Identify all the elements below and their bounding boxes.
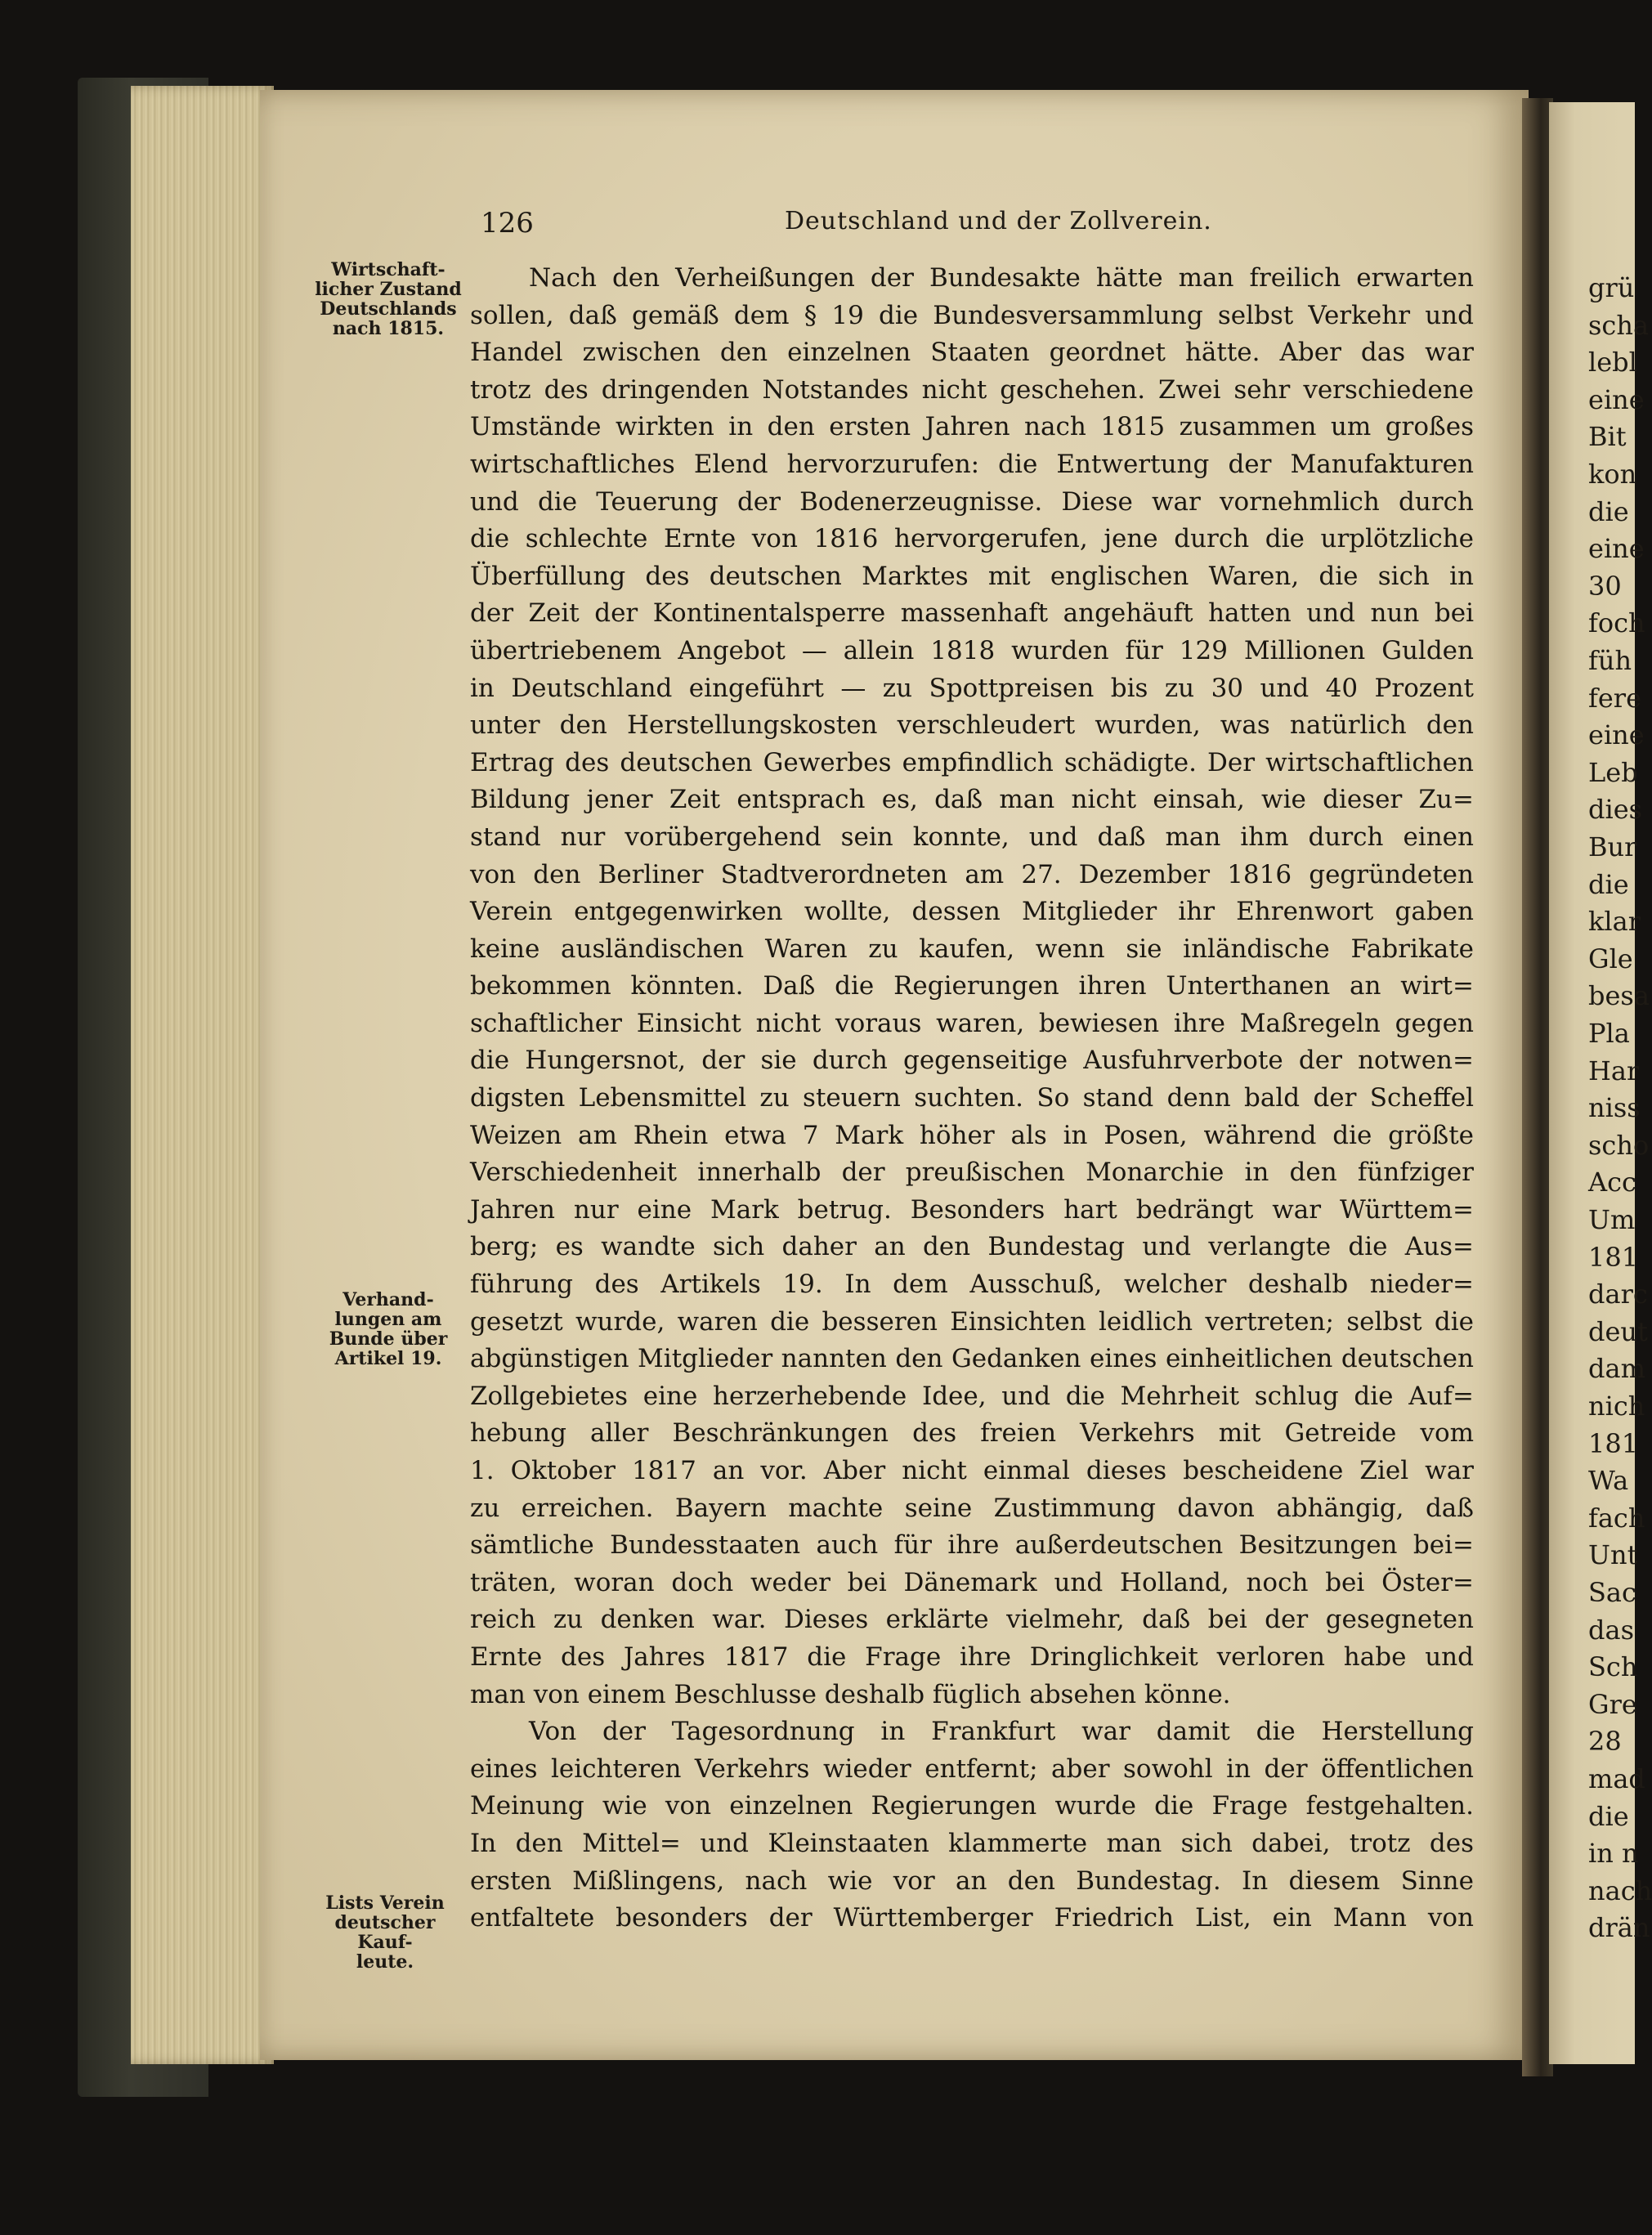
body-line: Ertrag des deutschen Gewerbes empfindlich schädigte. Der wirtschaftlichen xyxy=(470,747,1474,777)
next-page-fragment: dies xyxy=(1588,794,1643,826)
sidenote-text: Wirtschaft- licher Zustand Deutschlands nach 1815. xyxy=(315,259,462,339)
next-page-fragment: Bit xyxy=(1588,421,1627,453)
next-page-fragment: deut xyxy=(1588,1315,1648,1347)
body-line: entfaltete besonders der Württemberger Friedrich List, ein Mann von xyxy=(470,1903,1474,1933)
body-line: Jahren nur eine Mark betrug. Besonders hart bedrängt war Württem= xyxy=(470,1194,1474,1225)
running-head: Deutschland und der Zollverein. xyxy=(785,207,1212,235)
body-line: reich zu denken war. Dieses erklärte vielmehr, daß bei der gesegneten xyxy=(470,1605,1474,1635)
body-line: stand nur vorübergehend sein konnte, und daß man ihm durch einen xyxy=(470,822,1474,852)
next-page-fragment: Sac xyxy=(1588,1577,1636,1608)
next-page-fragment: besa xyxy=(1588,980,1650,1012)
body-line: unter den Herstellungskosten verschleudert wurden, was natürlich den xyxy=(470,710,1474,741)
next-page-fragment: scha xyxy=(1588,309,1650,341)
body-line: Nach den Verheißungen der Bundesakte hätte man freilich erwarten xyxy=(529,263,1474,293)
next-page-fragment: drän xyxy=(1588,1912,1650,1944)
body-line: keine ausländischen Waren zu kaufen, wenn sie inländische Fabrikate xyxy=(470,934,1474,964)
body-line: berg; es wandte sich daher an den Bundestag und verlangte die Aus= xyxy=(470,1232,1474,1262)
next-page-fragment: darc xyxy=(1588,1279,1648,1310)
body-line: Von der Tagesordnung in Frankfurt war damit die Herstellung xyxy=(529,1717,1474,1747)
next-page-fragment: 181 xyxy=(1588,1427,1639,1459)
sidenote-text: Verhand- lungen am Bunde über Artikel 19. xyxy=(329,1289,448,1369)
body-line: bekommen könnten. Daß die Regierungen ihren Unterthanen an wirt= xyxy=(470,971,1474,1001)
next-page-fragment: nich xyxy=(1588,1391,1645,1422)
body-line: träten, woran doch weder bei Dänemark und Holland, noch bei Öster= xyxy=(470,1567,1474,1597)
page-number: 126 xyxy=(481,207,534,240)
body-line: Weizen am Rhein etwa 7 Mark höher als in Posen, während die größte xyxy=(470,1120,1474,1150)
body-line: der Zeit der Kontinentalsperre massenhaft angehäuft hatten und nun bei xyxy=(470,598,1474,629)
body-line: sollen, daß gemäß dem § 19 die Bundesversammlung selbst Verkehr und xyxy=(470,300,1474,330)
next-page-fragment: die xyxy=(1588,495,1629,527)
next-page-fragment: niss xyxy=(1588,1092,1641,1124)
body-line: ersten Mißlingens, nach wie vor an den Bundestag. In diesem Sinne xyxy=(470,1865,1474,1896)
body-line: trotz des dringenden Notstandes nicht geschehen. Zwei sehr verschiedene xyxy=(470,374,1474,405)
next-page-fragment: eine xyxy=(1588,533,1645,565)
next-page-edge xyxy=(1549,102,1652,2064)
body-line: Handel zwischen den einzelnen Staaten geordnet hätte. Aber das war xyxy=(470,338,1474,368)
body-line: und die Teuerung der Bodenerzeugnisse. Diese war vornehmlich durch xyxy=(470,486,1474,517)
next-page-fragment: nach xyxy=(1588,1874,1652,1906)
body-line: eines leichteren Verkehrs wieder entfernt; aber sowohl in der öffentlichen xyxy=(470,1754,1474,1784)
next-page-fragment: das xyxy=(1588,1614,1634,1646)
next-page-fragment: Leb xyxy=(1588,756,1638,788)
body-line: man von einem Beschlusse deshalb füglich absehen könne. xyxy=(470,1679,1231,1709)
next-page-fragment: Sch xyxy=(1588,1651,1638,1683)
next-page-fragment: Unt xyxy=(1588,1539,1638,1571)
body-line: schaftlicher Einsicht nicht voraus waren, bewiesen ihre Maßregeln gegen xyxy=(470,1008,1474,1038)
body-line: Umstände wirkten in den ersten Jahren nach 1815 zusammen um großes xyxy=(470,412,1474,442)
body-line: übertriebenem Angebot — allein 1818 wurden für 129 Millionen Gulden xyxy=(470,635,1474,665)
sidenote-text: Lists Verein deutscher Kauf- leute. xyxy=(325,1892,445,1973)
body-line: gesetzt wurde, waren die besseren Einsichten leidlich vertreten; selbst die xyxy=(470,1306,1474,1337)
body-line: digsten Lebensmittel zu steuern suchten. So stand denn bald der Scheffel xyxy=(470,1083,1474,1113)
next-page-fragment: die xyxy=(1588,868,1629,900)
sidenote-lists-verein xyxy=(307,1893,463,1972)
next-page-fragment: Wa xyxy=(1588,1465,1629,1497)
next-page-fragment: grü xyxy=(1588,272,1635,303)
next-page-fragment: dam xyxy=(1588,1353,1645,1385)
next-page-fragment: füh xyxy=(1588,645,1632,676)
next-page-fragment: fere xyxy=(1588,682,1642,714)
body-line: Ernte des Jahres 1817 die Frage ihre Dringlichkeit verloren habe und xyxy=(470,1642,1474,1672)
next-page-fragment: eine xyxy=(1588,719,1645,751)
next-page-fragment: Pla xyxy=(1588,1018,1630,1049)
body-line: Verschiedenheit innerhalb der preußischen Monarchie in den fünfziger xyxy=(470,1158,1474,1188)
next-page-fragment: fach xyxy=(1588,1502,1645,1534)
body-line: Zollgebietes eine herzerhebende Idee, und die Mehrheit schlug die Auf= xyxy=(470,1381,1474,1411)
body-line: die Hungersnot, der sie durch gegenseitige Ausfuhrverbote der notwen= xyxy=(470,1046,1474,1076)
page-edges xyxy=(131,86,274,2064)
body-line: Verein entgegenwirken wollte, dessen Mitglieder ihr Ehrenwort gaben xyxy=(470,897,1474,927)
next-page-fragment: foch xyxy=(1588,607,1645,639)
next-page-fragment: Har xyxy=(1588,1055,1640,1086)
sidenote-economic-state xyxy=(311,260,466,338)
next-page-fragment: Um xyxy=(1588,1204,1636,1235)
next-page-fragment: klar xyxy=(1588,906,1641,938)
next-page-fragment: scho xyxy=(1588,1129,1650,1161)
body-line: von den Berliner Stadtverordneten am 27. Dezember 1816 gegründeten xyxy=(470,859,1474,889)
sidenote-negotiations xyxy=(311,1290,466,1368)
next-page-fragment: kon xyxy=(1588,459,1637,490)
next-page-fragment: lebl xyxy=(1588,347,1637,378)
next-page-fragment: die xyxy=(1588,1800,1629,1832)
body-line: In den Mittel= und Kleinstaaten klammerte man sich dabei, trotz des xyxy=(470,1828,1474,1858)
next-page-fragment: 181 xyxy=(1588,1241,1639,1273)
body-line: sämtliche Bundesstaaten auch für ihre außerdeutschen Besitzungen bei= xyxy=(470,1530,1474,1561)
next-page-fragment: 30 xyxy=(1588,570,1622,602)
body-text xyxy=(470,260,1474,1937)
body-line: in Deutschland eingeführt — zu Spottpreisen bis zu 30 und 40 Prozent xyxy=(470,673,1474,703)
body-line: wirtschaftliches Elend hervorzurufen: die Entwertung der Manufakturen xyxy=(470,449,1474,479)
body-line: führung des Artikels 19. In dem Ausschuß, welcher deshalb nieder= xyxy=(470,1270,1474,1300)
body-line: 1. Oktober 1817 an vor. Aber nicht einmal dieses bescheidene Ziel war xyxy=(470,1456,1474,1485)
body-line: zu erreichen. Bayern machte seine Zustimmung davon abhängig, daß xyxy=(470,1493,1474,1523)
next-page-fragment: Gre xyxy=(1588,1688,1637,1720)
next-page-fragment: eine xyxy=(1588,383,1645,415)
body-line: abgünstigen Mitglieder nannten den Gedanken eines einheitlichen deutschen xyxy=(470,1344,1474,1374)
body-line: Bildung jener Zeit entsprach es, daß man nicht einsah, wie dieser Zu= xyxy=(470,785,1474,815)
body-line: hebung aller Beschränkungen des freien Verkehrs mit Getreide vom xyxy=(470,1418,1474,1449)
body-line: die schlechte Ernte von 1816 hervorgerufen, jene durch die urplötzliche xyxy=(470,524,1474,554)
next-page-fragment: Bur xyxy=(1588,831,1637,862)
next-page-fragment: 28 xyxy=(1588,1726,1622,1758)
next-page-fragment: in n xyxy=(1588,1838,1639,1870)
next-page-fragment: Gle xyxy=(1588,943,1633,974)
body-line: Meinung wie von einzelnen Regierungen wurde die Frage festgehalten. xyxy=(470,1791,1474,1821)
next-page-fragment: Acc xyxy=(1588,1167,1636,1198)
next-page-fragment: mad xyxy=(1588,1763,1645,1794)
body-line: Überfüllung des deutschen Marktes mit englischen Waren, die sich in xyxy=(470,561,1474,591)
